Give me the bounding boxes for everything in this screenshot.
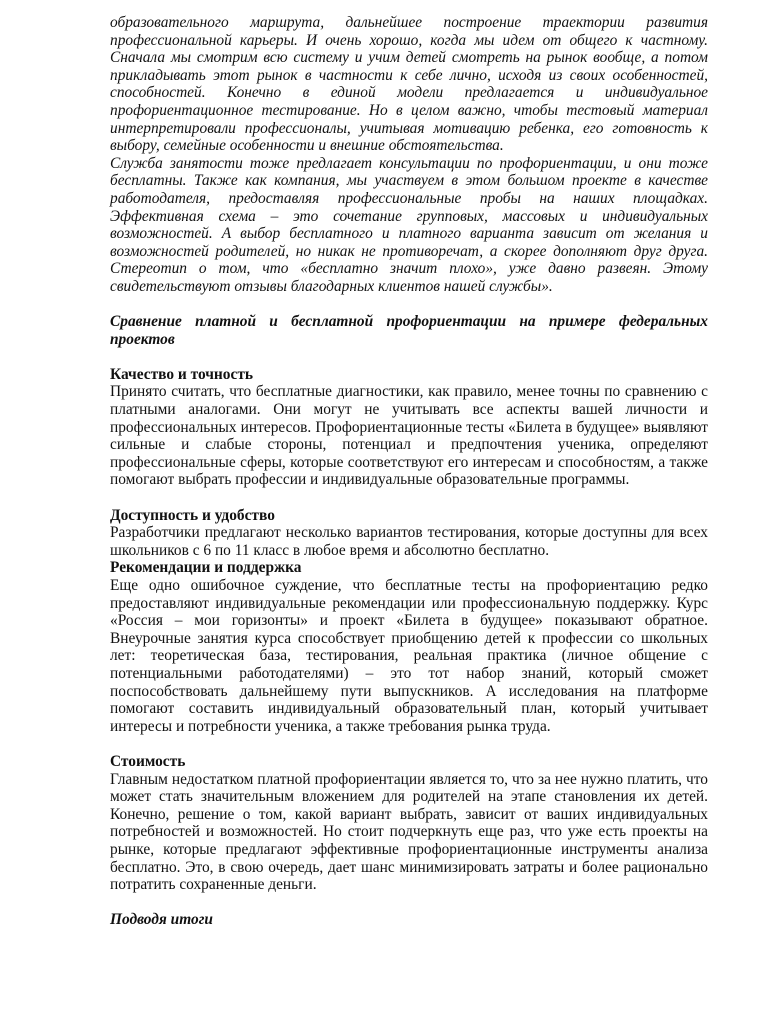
spacer xyxy=(110,296,708,314)
section-heading-recommendations: Рекомендации и поддержка xyxy=(110,559,302,577)
section-heading-cost: Стоимость xyxy=(110,752,186,770)
section-heading-quality: Качество и точность xyxy=(110,365,254,383)
spacer xyxy=(110,348,708,366)
intro-paragraph-2: Служба занятости тоже предлагает консультации по профориентации, и они тоже бесплатны. Также как компания, мы участвуем в этом большом проекте в качестве работодателя, предоставляя профессиональные пробы на наших площадках. Эффективная схема – это сочетание групповых, массовых и индивидуальных возможностей. А выбор бесплатного и платного варианта зависит от желания и возможностей родителей, но никак не противоречат, а скорее дополняют друг друга. Стереотип о том, что «бесплатно значит плохо», уже давно развеян. Этому свидетельствуют отзывы благодарных клиентов нашей службы». xyxy=(110,154,708,295)
document-page xyxy=(110,14,708,929)
section-text-accessibility: Разработчики предлагают несколько вариантов тестирования, которые доступны для всех школьников с 6 по 11 класс в любое время и абсолютно бесплатно. xyxy=(110,524,708,559)
section-text-recommendations: Еще одно ошибочное суждение, что бесплатные тесты на профориентацию редко предоставляют индивидуальные рекомендации или профессиональную поддержку. Курс «Россия – мои горизонты» и проект «Билета в будущее» показывают обратное. Внеурочные занятия курса способствует приобщению детей к профессии со школьных лет: теоретическая база, тестирования, реальная практика (личное общение с потенциальными работодателями) – это тот набор знаний, который сможет поспособствовать дальнейшему пути выпускников. А исследования на платформе помогают составить индивидуальный образовательный план, который учитывает интересы и потребности ученика, а также требования рынка труда. xyxy=(110,577,708,735)
section-text-cost: Главным недостатком платной профориентации является то, что за нее нужно платить, что может стать значительным вложением для родителей на этапе становления их детей. Конечно, решение о том, какой вариант выбрать, зависит от ваших индивидуальных потребностей и возможностей. Но стоит подчеркнуть еще раз, что уже есть проекты на рынке, которые предлагают эффективные профориентационные инструменты анализа бесплатно. Это, в свою очередь, дает шанс минимизировать затраты и более рационально потратить сохраненные деньги. xyxy=(110,770,708,894)
intro-paragraph-1: образовательного маршрута, дальнейшее построение траектории развития профессиональной карьеры. И очень хорошо, когда мы идем от общего к частному. Сначала мы смотрим всю систему и учим детей смотреть на рынок вообще, а потом прикладывать этот рынок в частности к себе лично, исходя из своих особенностей, способностей. Конечно в единой модели предлагается и индивидуальное профориентационное тестирование. Но в целом важно, чтобы тестовый материал интерпретировали профессионалы, учитывая мотивацию ребенка, его готовность к выбору, семейные особенности и внешние обстоятельства. xyxy=(110,14,708,155)
spacer xyxy=(110,489,708,507)
comparison-heading: Сравнение платной и бесплатной профориентации на примере федеральных проектов xyxy=(110,313,708,348)
spacer xyxy=(110,735,708,753)
spacer xyxy=(110,894,708,912)
section-heading-accessibility: Доступность и удобство xyxy=(110,506,275,524)
section-text-quality: Принято считать, что бесплатные диагностики, как правило, менее точны по сравнению с платными аналогами. Они могут не учитывать все аспекты вашей личности и профессиональных интересов. Профориентационные тесты «Билета в будущее» выявляют сильные и слабые стороны, потенциал и предпочтения ученика, определяют профессиональные сферы, которые соответствуют его интересам и способностям, а также помогают выбрать профессии и индивидуальные образовательные программы. xyxy=(110,383,708,489)
closing-heading: Подводя итоги xyxy=(110,911,213,929)
